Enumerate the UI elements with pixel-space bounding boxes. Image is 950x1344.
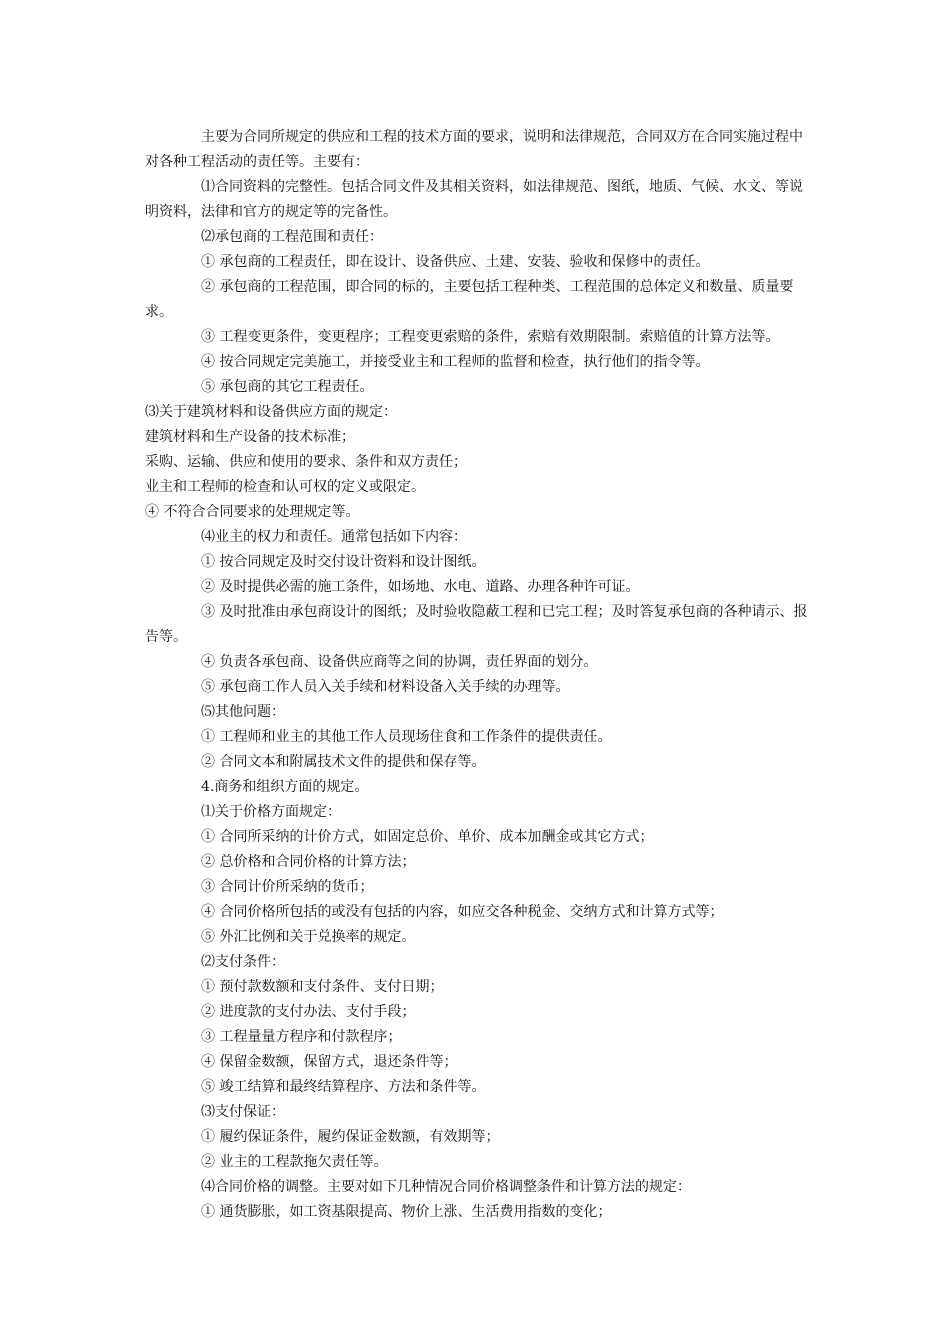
paragraph: ① 通货膨胀，如工资基限提高、物价上涨、生活费用指数的变化； [201, 1204, 612, 1220]
paragraph: ⑴合同资料的完整性。包括合同文件及其相关资料，如法律规范、图纸，地质、气候、水文、等说明资料，法律和官方的规定等的完备性。 [145, 179, 803, 220]
paragraph: ② 及时提供必需的施工条件，如场地、水电、道路、办理各种许可证。 [201, 579, 640, 595]
paragraph: ⑤ 承包商的其它工程责任。 [201, 379, 374, 395]
paragraph: ② 总价格和合同价格的计算方法； [201, 854, 416, 870]
paragraph: 4.商务和组织方面的规定。 [201, 779, 369, 795]
paragraph: ③ 合同计价所采纳的货币； [201, 879, 374, 895]
paragraph: ① 承包商的工程责任，即在设计、设备供应、土建、安装、验收和保修中的责任。 [201, 254, 710, 270]
paragraph: ⑤ 承包商工作人员入关手续和材料设备入关手续的办理等。 [201, 679, 570, 695]
paragraph: ④ 按合同规定完美施工，并接受业主和工程师的监督和检查，执行他们的指令等。 [201, 354, 710, 370]
paragraph: ① 预付款数额和支付条件、支付日期； [201, 979, 444, 995]
paragraph: ⑶支付保证： [201, 1104, 285, 1120]
paragraph: ③ 工程量量方程序和付款程序； [201, 1029, 402, 1045]
paragraph: 主要为合同所规定的供应和工程的技术方面的要求，说明和法律规范，合同双方在合同实施过程中对各种工程活动的责任等。主要有： [145, 129, 803, 170]
paragraph: ② 进度款的支付办法、支付手段； [201, 1004, 416, 1020]
paragraph: ② 合同文本和附属技术文件的提供和保存等。 [201, 754, 486, 770]
paragraph: 业主和工程师的检查和认可权的定义或限定。 [145, 479, 425, 495]
document-body [145, 125, 810, 1225]
paragraph: ⑵承包商的工程范围和责任： [201, 229, 383, 245]
paragraph: ③ 工程变更条件，变更程序；工程变更索赔的条件，索赔有效期限制。索赔值的计算方法等。 [201, 329, 780, 345]
paragraph: ① 工程师和业主的其他工作人员现场住食和工作条件的提供责任。 [201, 729, 612, 745]
paragraph: ① 合同所采纳的计价方式，如固定总价、单价、成本加酬金或其它方式； [201, 829, 654, 845]
paragraph: 建筑材料和生产设备的技术标准； [145, 429, 355, 445]
paragraph: ⑴关于价格方面规定： [201, 804, 341, 820]
paragraph: ⑶关于建筑材料和设备供应方面的规定： [145, 404, 397, 420]
paragraph: ② 业主的工程款拖欠责任等。 [201, 1154, 388, 1170]
paragraph: ① 履约保证条件，履约保证金数额，有效期等； [201, 1129, 500, 1145]
paragraph: ④ 合同价格所包括的或没有包括的内容，如应交各种税金、交纳方式和计算方式等； [201, 904, 724, 920]
paragraph: ⑷业主的权力和责任。通常包括如下内容： [201, 529, 467, 545]
paragraph: ⑷合同价格的调整。主要对如下几种情况合同价格调整条件和计算方法的规定： [201, 1179, 691, 1195]
paragraph: 采购、运输、供应和使用的要求、条件和双方责任； [145, 454, 467, 470]
paragraph: ⑤ 竣工结算和最终结算程序、方法和条件等。 [201, 1079, 486, 1095]
paragraph: ③ 及时批准由承包商设计的图纸；及时验收隐蔽工程和已完工程；及时答复承包商的各种请示、报告等。 [145, 604, 808, 645]
paragraph: ⑸其他问题： [201, 704, 285, 720]
paragraph: ① 按合同规定及时交付设计资料和设计图纸。 [201, 554, 486, 570]
paragraph: ⑵支付条件： [201, 954, 285, 970]
paragraph: ④ 不符合合同要求的处理规定等。 [145, 504, 360, 520]
paragraph: ② 承包商的工程范围，即合同的标的，主要包括工程种类、工程范围的总体定义和数量、质量要求。 [145, 279, 794, 320]
paragraph: ④ 负责各承包商、设备供应商等之间的协调，责任界面的划分。 [201, 654, 598, 670]
paragraph: ④ 保留金数额，保留方式，退还条件等； [201, 1054, 458, 1070]
paragraph: ⑤ 外汇比例和关于兑换率的规定。 [201, 929, 416, 945]
